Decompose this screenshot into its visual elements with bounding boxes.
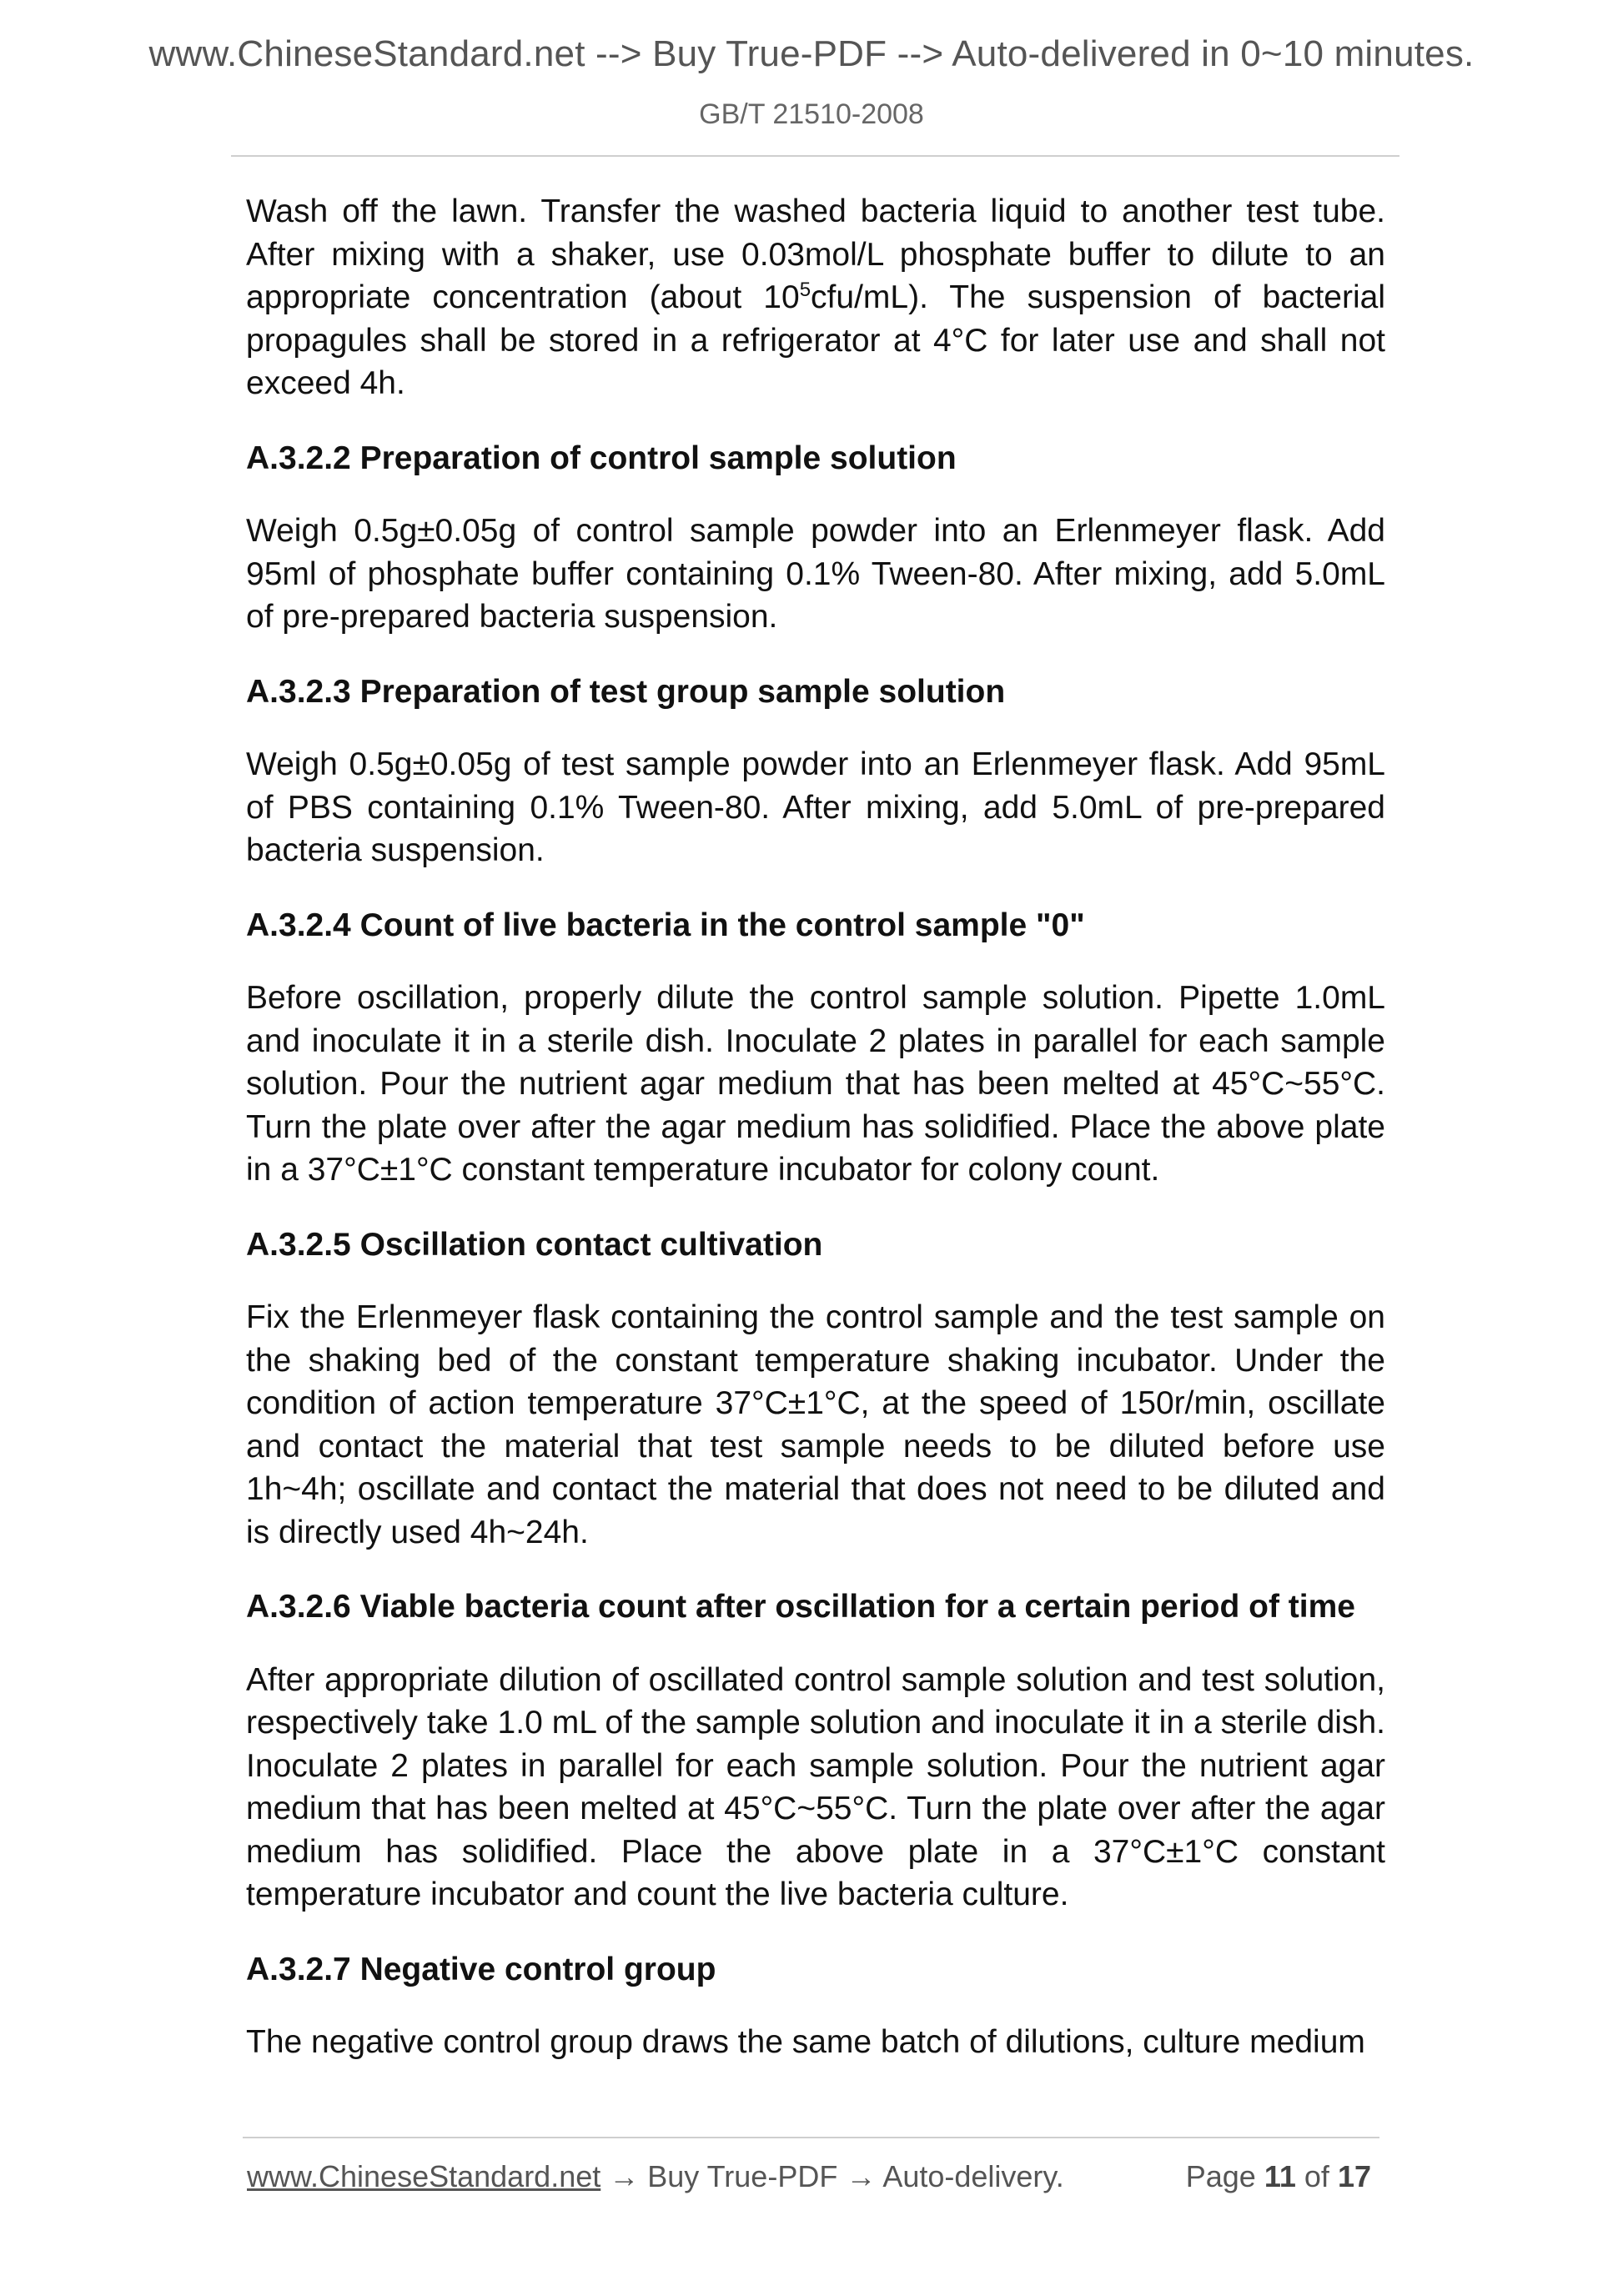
paragraph-a324: Before oscillation, properly dilute the control sample solution. Pipette 1.0mL and inoculate it in a sterile dish. Inoculate 2 plates in parallel for each sample solution. Pour the nutrient agar medium that has been melted at 45°C~55°C. Turn the plate over after the agar medium has solidified. Place the above plate in a 37°C±1°C constant temperature incubator for colony count. [246, 980, 1385, 1188]
footer-promo [247, 2159, 1064, 2194]
page-number [1186, 2159, 1371, 2194]
page-label: Page [1185, 2159, 1256, 2193]
footer-divider [243, 2137, 1379, 2138]
section-heading-a326: A.3.2.6 Viable bacteria count after oscillation for a certain period of time [246, 1589, 1355, 1625]
section-heading-a324: A.3.2.4 Count of live bacteria in the control sample "0" [246, 907, 1085, 943]
section-heading-a323: A.3.2.3 Preparation of test group sample solution [246, 673, 1006, 710]
section-heading-a322: A.3.2.2 Preparation of control sample solution [246, 440, 957, 476]
total-page-count: 17 [1337, 2159, 1371, 2193]
footer-promo-text: → Buy True-PDF → Auto-delivery. [600, 2159, 1064, 2193]
exponent-superscript: 5 [799, 279, 812, 301]
document-code: GB/T 21510-2008 [699, 98, 924, 130]
section-heading-a327: A.3.2.7 Negative control group [246, 1951, 716, 1987]
footer-site-link[interactable]: www.ChineseStandard.net [247, 2159, 601, 2193]
paragraph-a325: Fix the Erlenmeyer flask containing the control sample and the test sample on the shaking bed of the constant temperature shaking incubator. Under the condition of action temperature 37°C±1°C, at the speed of 150r/min, oscillate and contact the material that test sample needs to be diluted before use 1h~4h; oscillate and contact the material that does not need to be diluted and is directly used 4h~24h. [246, 1299, 1385, 1550]
header-divider [231, 155, 1399, 157]
paragraph-text: Wash off the lawn. Transfer the washed bacteria liquid to another test tube. After mixing with a shaker, use 0.03mol/L phosphate buffer to dilute to an appropriate concentration (about 10 [246, 193, 1385, 315]
paragraph-bacteria-suspension [246, 190, 1385, 405]
paragraph-a323: Weigh 0.5g±0.05g of test sample powder into an Erlenmeyer flask. Add 95mL of PBS containing 0.1% Tween-80. After mixing, add 5.0mL of pre-prepared bacteria suspension. [246, 746, 1385, 868]
section-heading-a325: A.3.2.5 Oscillation contact cultivation [246, 1226, 823, 1263]
paragraph-a322: Weigh 0.5g±0.05g of control sample powder into an Erlenmeyer flask. Add 95ml of phosphate buffer containing 0.1% Tween-80. After mixing, add 5.0mL of pre-prepared bacteria suspension. [246, 513, 1385, 635]
current-page-number: 11 [1264, 2159, 1296, 2193]
of-label: of [1304, 2159, 1329, 2193]
paragraph-text: cfu/mL). The suspension of bacterial propagules shall be stored in a refrigerator at 4°C for later use and shall not exceed 4h. [246, 279, 1385, 401]
paragraph-a326: After appropriate dilution of oscillated control sample solution and test solution, respectively take 1.0 mL of the sample solution and inoculate it in a sterile dish. Inoculate 2 plates in parallel for each sample solution. Pour the nutrient agar medium that has been melted at 45°C~55°C. Turn the plate over after the agar medium has solidified. Place the above plate in a 37°C±1°C constant temperature incubator and count the live bacteria culture. [246, 1661, 1385, 1912]
page-content [246, 190, 1385, 2096]
site-banner: www.ChineseStandard.net --> Buy True-PDF --> Auto-delivered in 0~10 minutes. [148, 33, 1475, 74]
paragraph-a327: The negative control group draws the same batch of dilutions, culture medium [246, 2024, 1365, 2060]
page-footer [247, 2159, 1379, 2198]
